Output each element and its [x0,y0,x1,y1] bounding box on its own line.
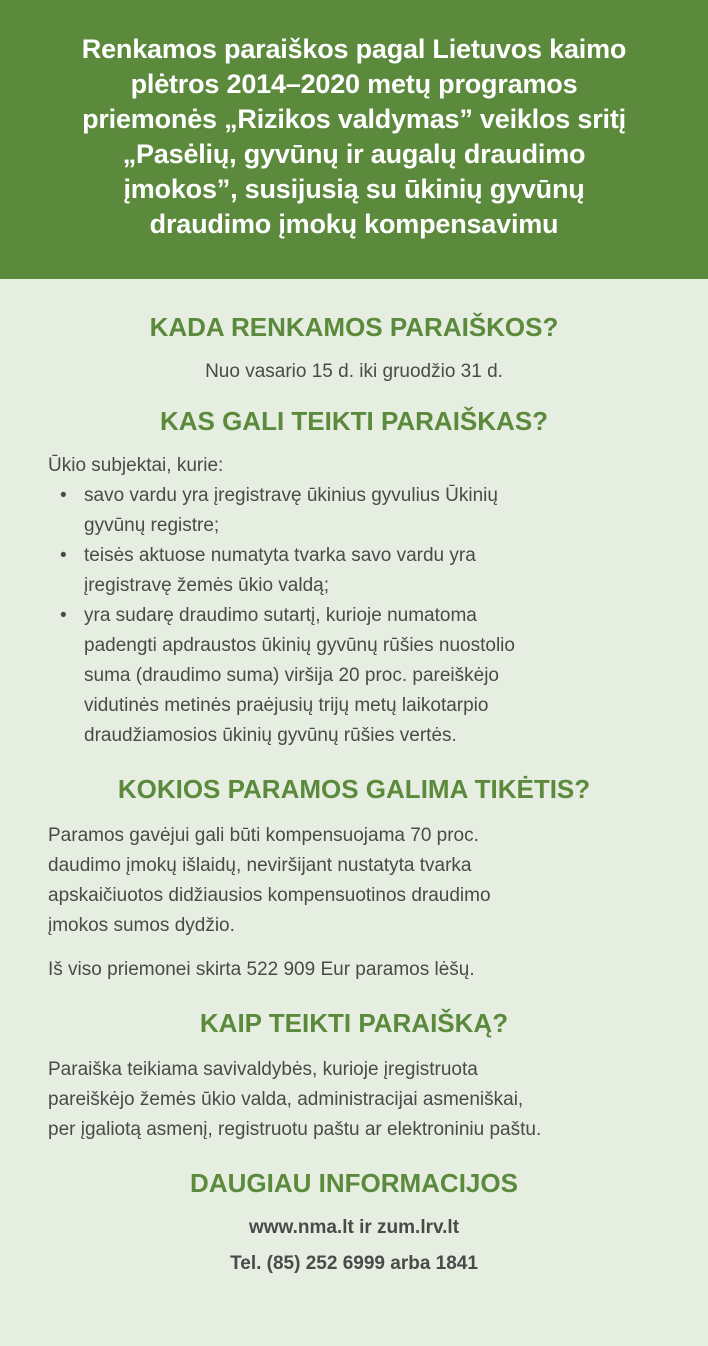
when-heading: KADA RENKAMOS PARAIŠKOS? [149,312,559,342]
paragraph-line: Paraiška teikiama savivaldybės, kurioje įregistruota [48,1059,478,1080]
paragraph-line: daudimo įmokų išlaidų, neviršijant nustatyta tvarka [48,855,472,876]
more-info-heading: DAUGIAU INFORMACIJOS [190,1168,518,1198]
section-support [48,773,660,985]
websites-link[interactable]: www.nma.lt ir zum.lrv.lt [248,1217,460,1238]
main-content [0,311,708,1279]
list-item-line: savo vardu yra įregistravę ūkinius gyvulius Ūkinių [84,485,498,506]
support-heading: KOKIOS PARAMOS GALIMA TIKĖTIS? [117,774,591,804]
page-title [30,32,678,242]
title-line: plėtros 2014–2020 metų programos [130,69,578,99]
bullet-icon: • [60,545,67,566]
support-total: Iš viso priemonei skirta 522 909 Eur paramos lėšų. [48,959,475,980]
paragraph-line: per įgaliotą asmenį, registruotu paštu ar elektroniniu paštu. [48,1119,542,1140]
bullet-icon: • [60,485,67,506]
list-item-line: yra sudarę draudimo sutartį, kurioje numatoma [84,605,477,626]
section-when [48,311,660,387]
list-item-line: gyvūnų registre; [84,515,220,536]
how-paragraph [48,1055,660,1145]
section-how [48,1007,660,1145]
paragraph-line: Paramos gavėjui gali būti kompensuojama 70 proc. [48,825,479,846]
list-item-line: padengti apdraustos ūkinių gyvūnų rūšies nuostolio [84,635,515,656]
title-line: įmokos”, susijusią su ūkinių gyvūnų [123,174,585,204]
phone-number: Tel. (85) 252 6999 arba 1841 [230,1253,478,1274]
eligibility-list [48,481,660,751]
paragraph-line: apskaičiuotos didžiausios kompensuotinos draudimo [48,885,491,906]
how-heading: KAIP TEIKTI PARAIŠKĄ? [199,1008,509,1038]
list-item [48,601,660,751]
list-item-line: suma (draudimo suma) viršija 20 proc. pareiškėjo [84,665,499,686]
list-item [48,541,660,601]
bullet-icon: • [60,605,67,626]
section-who [48,405,660,751]
list-item-line: vidutinės metinės praėjusių trijų metų laikotarpio [84,695,489,716]
when-text: Nuo vasario 15 d. iki gruodžio 31 d. [205,361,503,382]
who-intro: Ūkio subjektai, kurie: [48,455,224,476]
support-paragraph [48,821,660,941]
list-item-line: teisės aktuose numatyta tvarka savo vardu yra [84,545,476,566]
who-heading: KAS GALI TEIKTI PARAIŠKAS? [159,406,549,436]
header-banner [0,0,708,279]
section-more-info [48,1167,660,1279]
paragraph-line: pareiškėjo žemės ūkio valda, administracijai asmeniškai, [48,1089,524,1110]
title-line: draudimo įmokų kompensavimu [149,209,559,239]
list-item-line: įregistravę žemės ūkio valdą; [84,575,329,596]
title-line: „Pasėlių, gyvūnų ir augalų draudimo [122,139,586,169]
list-item-line: draudžiamosios ūkinių gyvūnų rūšies vertės. [84,725,457,746]
paragraph-line: įmokos sumos dydžio. [48,915,235,936]
title-line: priemonės „Rizikos valdymas” veiklos sritį [82,104,626,134]
list-item [48,481,660,541]
title-line: Renkamos paraiškos pagal Lietuvos kaimo [81,34,627,64]
